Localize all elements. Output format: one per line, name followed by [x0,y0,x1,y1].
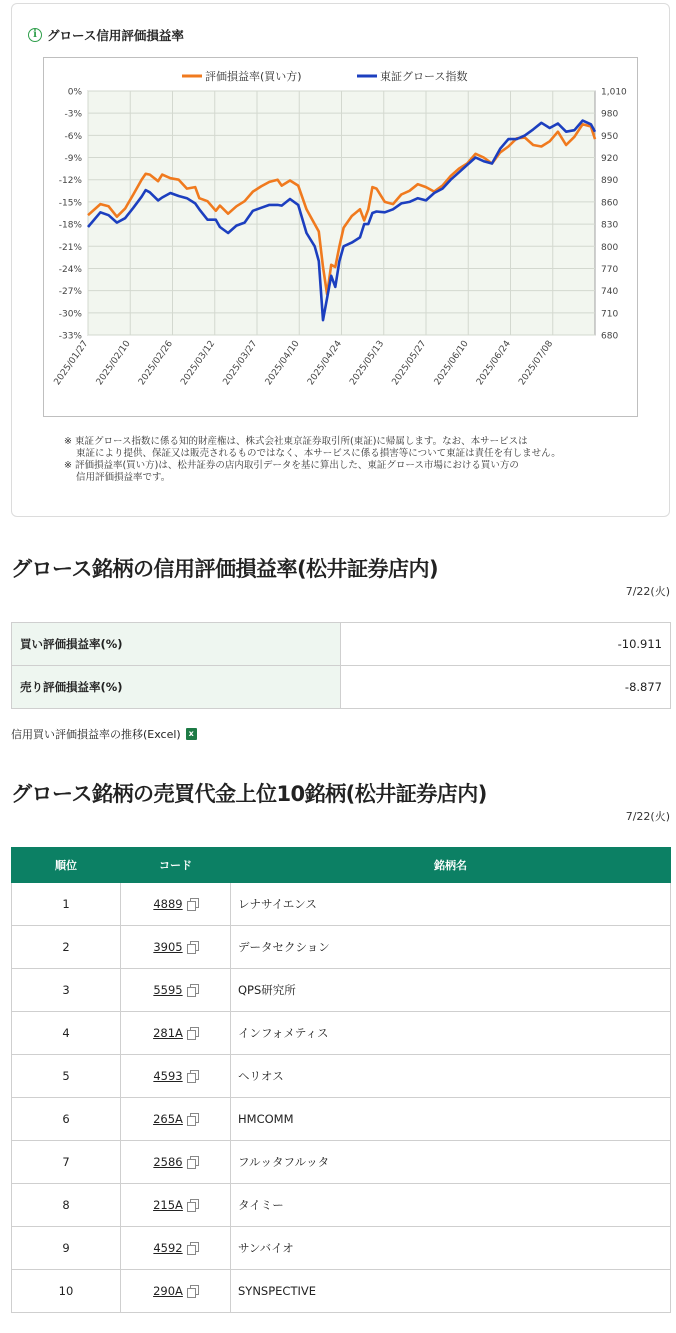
margin-ratio-table [11,622,671,709]
stock-name-cell: インフォメティス [231,1012,671,1055]
top10-section-title: グロース銘柄の売買代金上位10銘柄(松井証券店内) [11,782,487,806]
stock-code-link[interactable]: 4889 [153,897,183,911]
y-left-tick-label: -24% [58,264,82,275]
rank-cell: 1 [12,883,121,926]
stock-code-link[interactable]: 2586 [153,1155,183,1169]
rank-cell: 6 [12,1098,121,1141]
rank-cell: 7 [12,1141,121,1184]
table-row [12,666,671,709]
chart-note-line: ※ 評価損益率(買い方)は、松井証券の店内取引データを基に算出した、東証グロース市場における買い方の [64,460,519,471]
table-row [12,883,671,926]
chart-note-line: 信用評価損益率です。 [76,472,171,483]
y-right-tick-label: 770 [601,264,619,275]
x-tick-label: 2025/04/10 [263,338,302,388]
stock-name-cell: レナサイエンス [231,883,671,926]
code-cell [121,1184,231,1227]
margin-ratio-section-title: グロース銘柄の信用評価損益率(松井証券店内) [11,557,439,581]
rank-cell: 3 [12,969,121,1012]
x-tick-label: 2025/03/27 [221,338,260,388]
stock-name-cell: データセクション [231,926,671,969]
copy-icon[interactable] [187,1285,198,1296]
legend-label: 評価損益率(買い方) [205,70,302,83]
stock-code-link[interactable]: 4593 [153,1069,183,1083]
y-left-tick-label: -18% [58,220,82,231]
x-tick-label: 2025/04/24 [306,338,344,388]
chart-card-title-text: グロース信用評価損益率 [47,28,184,43]
y-left-tick-label: -3% [64,109,82,120]
code-cell [121,1055,231,1098]
sell-ratio-value: -8.877 [341,666,671,709]
code-cell [121,883,231,926]
x-tick-label: 2025/03/12 [179,338,218,388]
excel-icon[interactable]: x [186,728,197,740]
rank-cell: 5 [12,1055,121,1098]
sell-ratio-label: 売り評価損益率(%) [12,666,341,709]
stock-name-cell: タイミー [231,1184,671,1227]
stock-name-cell: ヘリオス [231,1055,671,1098]
column-header-rank: 順位 [12,848,121,883]
y-right-tick-label: 860 [601,198,619,209]
code-cell [121,1098,231,1141]
excel-download-link-text[interactable]: 信用買い評価損益率の推移(Excel) [11,728,181,741]
y-left-tick-label: -27% [58,287,82,298]
copy-icon[interactable] [187,1070,198,1081]
rank-cell: 8 [12,1184,121,1227]
top10-table-body [12,883,671,1313]
y-right-tick-label: 680 [601,331,619,342]
x-tick-label: 2025/06/10 [432,338,471,388]
y-right-tick-label: 740 [601,287,619,298]
rank-cell: 10 [12,1270,121,1313]
code-cell [121,1227,231,1270]
stock-code-link[interactable]: 5595 [153,983,183,997]
x-tick-label: 2025/01/27 [52,338,91,388]
rank-cell: 2 [12,926,121,969]
margin-ratio-date: 7/22(火) [625,585,670,598]
y-right-tick-label: 1,010 [601,87,627,98]
y-right-tick-label: 800 [601,242,619,253]
table-row [12,926,671,969]
y-left-tick-label: -15% [58,198,82,209]
column-header-code: コード [121,848,231,883]
copy-icon[interactable] [187,1199,198,1210]
stock-name-cell: フルッタフルッタ [231,1141,671,1184]
y-left-tick-label: -12% [58,176,82,187]
line-chart [43,57,638,417]
stock-code-link[interactable]: 265A [153,1112,183,1126]
y-left-tick-label: -6% [64,131,82,142]
rank-cell: 9 [12,1227,121,1270]
table-row [12,1270,671,1313]
y-right-tick-label: 920 [601,154,619,165]
table-row [12,1184,671,1227]
info-icon: i [28,28,42,42]
excel-download-link[interactable] [11,726,197,742]
stock-name-cell: サンバイオ [231,1227,671,1270]
copy-icon[interactable] [187,1156,198,1167]
table-row [12,1098,671,1141]
x-tick-label: 2025/02/26 [137,338,175,388]
stock-name-cell: QPS研究所 [231,969,671,1012]
copy-icon[interactable] [187,1027,198,1038]
x-tick-label: 2025/05/13 [348,338,387,388]
copy-icon[interactable] [187,941,198,952]
column-header-name: 銘柄名 [231,848,671,883]
buy-ratio-label: 買い評価損益率(%) [12,623,341,666]
code-cell [121,1012,231,1055]
code-cell [121,969,231,1012]
x-tick-label: 2025/07/08 [517,338,556,388]
y-left-tick-label: 0% [67,87,82,98]
table-header-row [12,848,671,883]
chart-card-title [28,26,184,44]
stock-name-cell: HMCOMM [231,1098,671,1141]
stock-code-link[interactable]: 215A [153,1198,183,1212]
top10-table [11,847,671,1313]
code-cell [121,1141,231,1184]
table-row [12,1055,671,1098]
stock-code-link[interactable]: 3905 [153,940,183,954]
code-cell [121,1270,231,1313]
table-row [12,1227,671,1270]
y-left-tick-label: -30% [58,309,82,320]
chart-card [11,3,670,517]
table-row [12,1012,671,1055]
top10-date: 7/22(火) [625,810,670,823]
buy-ratio-value: -10.911 [341,623,671,666]
x-tick-label: 2025/05/27 [390,338,429,388]
y-right-tick-label: 890 [601,176,619,187]
y-right-tick-label: 710 [601,309,619,320]
chart-svg [44,58,639,418]
copy-icon[interactable] [187,1242,198,1253]
y-left-tick-label: -9% [64,154,82,165]
y-right-tick-label: 950 [601,131,619,142]
chart-note-line: ※ 東証グロース指数に係る知的財産権は、株式会社東京証券取引所(東証)に帰属します。なお、本サービスは [64,436,528,447]
table-row [12,1141,671,1184]
y-right-tick-label: 830 [601,220,619,231]
table-row [12,969,671,1012]
stock-code-link[interactable]: 281A [153,1026,183,1040]
stock-name-cell: SYNSPECTIVE [231,1270,671,1313]
x-tick-label: 2025/02/10 [94,338,133,388]
stock-code-link[interactable]: 4592 [153,1241,183,1255]
chart-notes [64,436,561,484]
copy-icon[interactable] [187,1113,198,1124]
code-cell [121,926,231,969]
copy-icon[interactable] [187,898,198,909]
y-left-tick-label: -21% [58,242,82,253]
y-right-tick-label: 980 [601,109,619,120]
chart-note-line: 東証により提供、保証又は販売されるものではなく、本サービスに係る損害等について東証は責任を有しません。 [76,448,561,459]
table-row [12,623,671,666]
copy-icon[interactable] [187,984,198,995]
rank-cell: 4 [12,1012,121,1055]
legend-label: 東証グロース指数 [380,70,468,83]
x-tick-label: 2025/06/24 [475,338,513,388]
y-left-tick-label: -33% [58,331,82,342]
stock-code-link[interactable]: 290A [153,1284,183,1298]
